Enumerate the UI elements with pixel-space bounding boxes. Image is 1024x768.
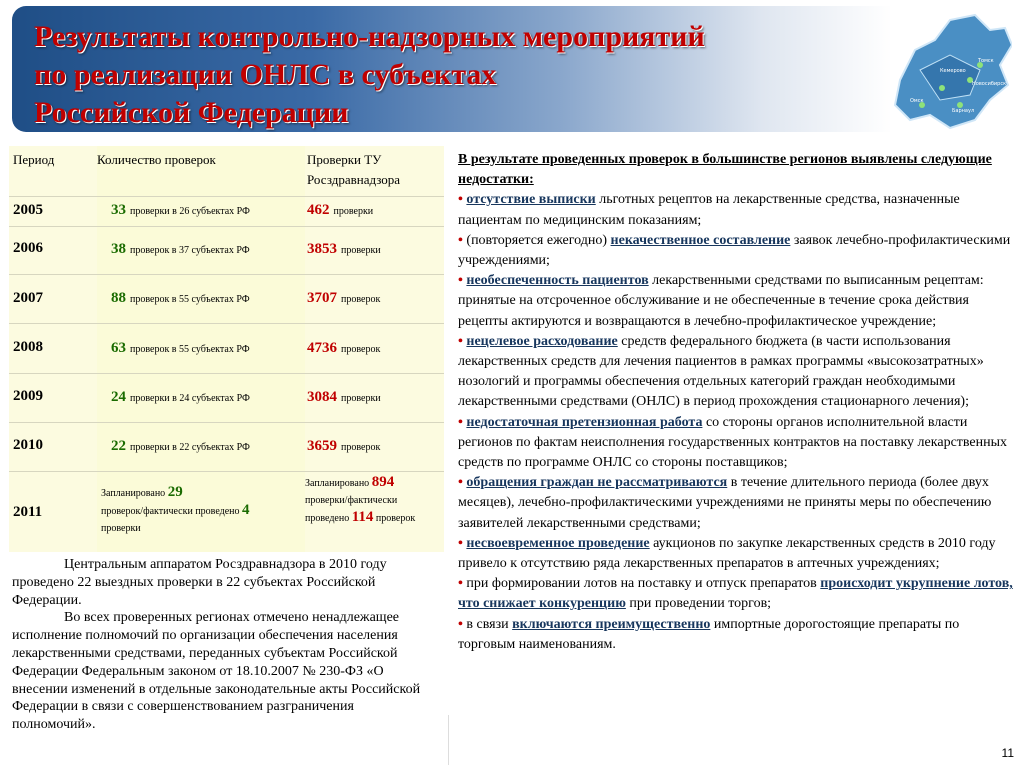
row-divider: [9, 274, 444, 275]
row-count: 38 проверок в 37 субъектах РФ: [111, 241, 250, 257]
row-tu: 3084 проверки: [307, 389, 381, 405]
header-tu: [307, 150, 400, 190]
row-count-2011: Запланировано 29 проверок/фактически проведено 4 проверки: [101, 484, 250, 534]
finding-item: • (повторяется ежегодно) некачественное составление заявок лечебно-профилактическими учреждениями;: [458, 232, 1011, 269]
title-line-2: по реализации ОНЛС в субъектах: [34, 58, 497, 91]
row-count: 88 проверок в 55 субъектах РФ: [111, 290, 250, 306]
divider-line: [448, 715, 449, 765]
row-year: 2008: [13, 339, 43, 355]
header-tu-line1: Проверки ТУ: [307, 152, 382, 167]
summary-paragraph-1: Центральным аппаратом Росздравнадзора в 2010 году проведено 22 выездных проверки в 22 субъектах Российской Федерации.: [12, 557, 387, 608]
row-divider: [9, 373, 444, 374]
page-title: [34, 18, 874, 132]
finding-item: • несвоевременное проведение аукционов по закупке лекарственных средств в 2010 году привело к отсутствию ряда лекарственных препаратов в аптечных учреждениях;: [458, 535, 996, 572]
header-banner: [12, 6, 1012, 132]
bullet-icon: •: [458, 535, 463, 551]
bullet-icon: •: [458, 273, 463, 289]
bullet-icon: •: [458, 192, 463, 208]
row-tu: 3707 проверок: [307, 290, 381, 306]
summary-text: [12, 556, 432, 734]
bullet-icon: •: [458, 576, 463, 592]
row-divider: [9, 196, 444, 197]
row-tu: 462 проверки: [307, 202, 374, 218]
row-divider: [9, 323, 444, 324]
finding-item: • обращения граждан не рассматриваются в течение длительного периода (более двух месяцев), лечебно-профилактическими учреждениями не приняты меры по обеспечению заявителей лекарственными средствами;: [458, 475, 992, 531]
row-tu: 3659 проверок: [307, 438, 381, 454]
page-number: 11: [1001, 746, 1014, 760]
map-label: Новосибирск: [972, 81, 1007, 87]
row-tu: 3853 проверки: [307, 241, 381, 257]
row-count: 63 проверок в 55 субъектах РФ: [111, 340, 250, 356]
finding-item: • нецелевое расходование средств федерального бюджета (в части использования лекарственных средств для лечения пациентов в рамках программы «высокозатратных» нозологий и программы обеспечения отдельных категорий граждан необходимыми лекарственными средствами (ОНЛС) в период прохождения стационарного лечения);: [458, 333, 984, 410]
map-label: Кемерово: [940, 68, 966, 74]
bullet-icon: •: [458, 616, 463, 632]
findings-intro: В результате проведенных проверок в большинстве регионов выявлены следующие недостатки:: [458, 152, 992, 188]
finding-item: • в связи включаются преимущественно импортные дорогостоящие препараты по торговым наименованиям.: [458, 616, 960, 652]
row-divider: [9, 471, 444, 472]
finding-item: • при формировании лотов на поставку и отпуск препаратов происходит укрупнение лотов, что снижает конкуренцию при проведении торгов;: [458, 576, 1013, 612]
row-divider: [9, 226, 444, 227]
row-year: 2011: [13, 504, 43, 520]
region-map-icon: [880, 10, 1012, 132]
title-line-1: Результаты контрольно-надзорных мероприятий: [34, 20, 705, 53]
inspections-table: [9, 146, 444, 552]
findings-list: [458, 150, 1014, 655]
row-tu: 4736 проверок: [307, 340, 381, 356]
header-count: Количество проверок: [97, 152, 216, 167]
row-count: 24 проверки в 24 субъектах РФ: [111, 389, 250, 405]
map-label: Барнаул: [952, 108, 975, 114]
row-year: 2005: [13, 202, 43, 218]
summary-paragraph-2: Во всех проверенных регионах отмечено ненадлежащее исполнение полномочий по организации обеспечения населения лекарственными средствами, переданных субъектам Российской Федерации Федеральным законом от 18.10.2007 № 230-ФЗ «О внесении изменений в отдельные законодательные акты Российской Федерации в связи с совершенствованием разграничения полномочий».: [12, 610, 421, 733]
finding-item: • недостаточная претензионная работа со стороны органов исполнительной власти регионов по фактам неисполнения государственных контрактов на поставку лекарственных средств по программе ОНЛС со стороны поставщиков;: [458, 414, 1008, 471]
map-label: Омск: [910, 98, 924, 104]
bullet-icon: •: [458, 414, 463, 430]
row-count: 22 проверки в 22 субъектах РФ: [111, 438, 250, 454]
row-count: 33 проверки в 26 субъектах РФ: [111, 202, 250, 218]
row-year: 2006: [13, 240, 43, 256]
row-divider: [9, 422, 444, 423]
title-line-3: Российской Федерации: [34, 96, 349, 129]
bullet-icon: •: [458, 475, 463, 491]
bullet-icon: •: [458, 333, 463, 349]
finding-item: • отсутствие выписки льготных рецептов на лекарственные средства, назначенные пациентам по медицинским показаниям;: [458, 192, 960, 228]
row-year: 2010: [13, 437, 43, 453]
row-year: 2007: [13, 290, 43, 306]
row-year: 2009: [13, 388, 43, 404]
map-label: Томск: [978, 58, 994, 64]
row-tu-2011: Запланировано 894 проверки/фактически проведено 114 проверок: [305, 474, 416, 525]
bullet-icon: •: [458, 232, 463, 248]
header-tu-line2: Росздравнадзора: [307, 172, 401, 187]
finding-item: • необеспеченность пациентов лекарственными средствами по выписанным рецептам: принятые на отсроченное обслуживание и не обеспеченные в течение срока действия рецепты актируются и возвращаются в лечебно-профилактическое учреждение;: [458, 273, 984, 329]
header-period: Период: [13, 152, 55, 167]
